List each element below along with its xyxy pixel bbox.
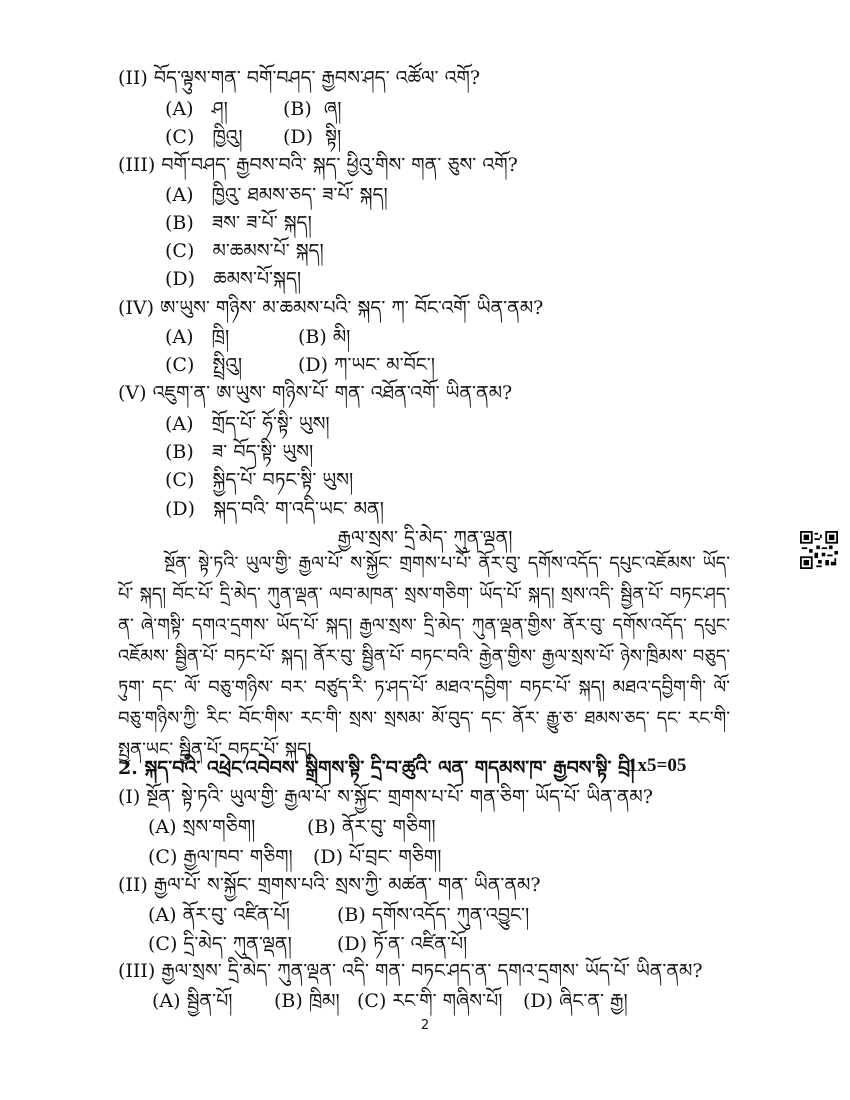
option-d: (D) ཀ་ཡང་ མ་བོང་།: [298, 354, 435, 376]
marks-label: 1x5=05: [628, 755, 687, 776]
question-II: (II) རྒྱལ་པོ་ ས་སྐྱོང་ གྲགས་པའི་ སྲས་ཀྱི་ མཚན་ གན་ ཡིན་ནམ?: [118, 874, 541, 896]
option-c: (C) སྤྲིའུ།: [165, 354, 243, 376]
page-number: 2: [420, 1018, 430, 1033]
option-a: (A) སྲས་གཅིག།: [148, 816, 256, 838]
option-d: (D) པོ་བྲང་ གཅིག།: [313, 846, 442, 868]
option-a: (A) སྦྱིན་པོ།: [152, 990, 233, 1012]
option-c: (C) མ་ཆམས་པོ་ སྐད།: [165, 240, 324, 262]
question-II: (II) བོད་ལྟུས་གན་ བགོ་བཤད་ རྒྱབས་ཤད་ འཚོལ་ འགོ?: [118, 67, 481, 89]
option-b: (B) ཟས་ ཟ་པོ་ སྐད།: [165, 212, 312, 234]
option-a: (A) ཁྱིའུ་ ཐམས་ཅད་ ཟ་པོ་ སྐད།: [165, 184, 388, 206]
option-b: (B) ནོར་བུ་ གཅིག།: [307, 816, 436, 838]
option-a: (A) ནོར་བུ་ འཛིན་པོ།: [148, 904, 290, 926]
option-d: (D) ཏོ་ན་ འཛིན་པོ།: [337, 933, 468, 955]
option-a: (A) ཤ།: [165, 98, 228, 120]
option-d: (D) ཞིང་ན་ རྒྱ།: [523, 990, 628, 1012]
option-c: (C) ཁྱིའུ།: [165, 126, 243, 148]
option-b: (B) དགོས་འདོད་ ཀུན་འབྱུང་།: [337, 904, 530, 926]
option-b: (B) ཞ།: [283, 98, 342, 120]
passage-title: རྒྱལ་སྲས་ དྲི་མེད་ ཀུན་ལྡན།: [337, 527, 513, 549]
question-V: (V) འཇུག་ན་ ཨ་ཡུས་ གཉིས་པོ་ གན་ འཐོན་འགོ་ ཡིན་ནམ?: [118, 382, 513, 404]
option-a: (A) གྲོད་པོ་ ཧོ་སྟི་ ཡུས།: [165, 413, 330, 435]
option-d: (D) སྟི།: [283, 126, 342, 148]
option-d: (D) སྐད་བའི་ ག་འདི་ཡང་ མན།: [165, 498, 384, 520]
question-IV: (IV) ཨ་ཡུས་ གཉིས་ མ་ཆམས་པའི་ སྐད་ ཀ་ བོང་འགོ་ ཡིན་ནམ?: [118, 297, 544, 319]
option-b: (B) ཟ་ བོད་སྟི་ ཡུས།: [165, 441, 314, 463]
qr-code-icon: [800, 531, 838, 569]
option-a: (A) ཁྲི།: [165, 326, 230, 348]
question-III: (III) བགོ་བཤད་ རྒྱབས་བའི་ སྐད་ ཕྱིའུ་གིས་ གན་ ཅུས་ འགོ?: [118, 154, 518, 176]
option-c: (C) སྐྱིད་པོ་ བཏང་སྟི་ ཡུས།: [165, 469, 354, 491]
question-I: (I) སྔོན་ སྟེ་ཏའི་ ཡུལ་གྱི་ རྒྱལ་པོ་ ས་སྐྱོང་ གྲགས་པ་པོ་ གན་ཅིག་ ཡོད་པོ་ ཡིན་ནམ?: [118, 786, 653, 808]
passage-body: སྔོན་ སྟེ་ཏའི་ ཡུལ་གྱི་ རྒྱལ་པོ་ ས་སྐྱོང་ གྲགས་པ་པོ་ ནོར་བུ་ དགོས་འདོད་ དཔུང་འཇོམས་ ཡོད་པོ་ སྐད། བོང་པོ་ དྲི་མེད་ ཀུན་ལྡན་ ལབ་མཁན་ སྲས་གཅིག་ ཡོད་པོ་ སྐད། སྲས་འདི་ སྦྱིན་པོ་ བཏང་ཤད་ན་ ཞེ་གསྟི་ དགའ་དྲགས་ ཡོད་པོ་ སྐད། རྒྱལ་སྲས་ དྲི་མེད་ ཀུན་ལྡན་གྱིས་ ནོར་བུ་ དགོས་འདོད་ དཔུང་འཇོམས་ སྦྱིན་པོ་ བཏང་པོ་ སྐད། ནོར་བུ་ སྦྱིན་པོ་ བཏང་བའི་ རྒྱེན་གྱིས་ རྒྱལ་སྲས་པོ་ ཉེས་ཁྲིམས་ བཅུད་ཏུག་ དང་ ལོ་ བཅུ་གཉིས་ བར་ བཙུད་རི་ ཏ་ཤད་པོ་ མཐའ་དབྱིག་ བཏང་པོ་ སྐད། མཐའ་དབྱིག་གི་ ལོ་བཅུ་གཉིས་ཀྱི་ རིང་ བོང་གིས་ རང་གི་ སྲས་ སྲསམ་ མོ་བུད་ དང་ ནོར་ རྒྱུ་ཅ་ ཐམས་ཅད་ དང་ རང་གི་ སྤྱན་ཡང་ སྦྱིན་པོ་ བཏང་པོ་ སྐད།: [118, 553, 730, 760]
option-c: (C) དྲི་མེད་ ཀུན་ལྡན།: [148, 933, 292, 955]
question-III: (III) རྒྱལ་སྲས་ དྲི་མེད་ ཀུན་ལྡན་ འདི་ གན་ བཏང་ཤད་ན་ དགའ་དྲགས་ ཡོད་པོ་ ཡིན་ནམ?: [118, 960, 703, 982]
option-b: (B) ཁྲིམ།: [274, 990, 340, 1012]
option-b: (B) མི།: [298, 326, 351, 348]
section-2-heading: 2. སྐད་བའི་ འཕྲེང་འབེབས་ སྒྲིགས་སྟི་ དྲི་བ་ཚུའི་ ལན་ གདམས་ཁ་ རྒྱབས་སྟི་ བྲི།: [118, 757, 635, 779]
option-d: (D) ཆམས་པོ་སྐད།: [165, 268, 302, 290]
option-c: (C) རང་གི་ གཞིས་པོ།: [357, 990, 503, 1012]
option-c: (C) རྒྱལ་ཁབ་ གཅིག།: [148, 846, 293, 868]
